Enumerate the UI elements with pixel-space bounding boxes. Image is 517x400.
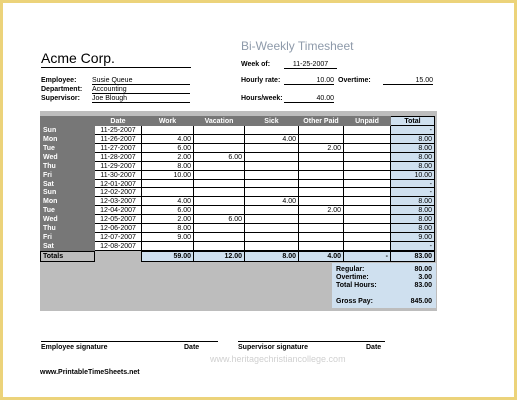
hours-week-label: Hours/week: xyxy=(241,95,283,102)
row-unpaid[interactable] xyxy=(344,188,391,197)
watermark-text: www.heritagechristiancollege.com xyxy=(210,354,346,364)
row-date[interactable]: 11-30-2007 xyxy=(95,171,142,180)
row-work[interactable]: 8.00 xyxy=(142,162,194,171)
table-row xyxy=(41,188,435,197)
summary-total-hours-value: 83.00 xyxy=(414,282,432,289)
row-total: - xyxy=(391,188,435,197)
page-title: Bi-Weekly Timesheet xyxy=(241,39,354,53)
supervisor-field[interactable]: Joe Blough xyxy=(92,95,190,103)
row-date[interactable]: 12-04-2007 xyxy=(95,206,142,215)
row-date[interactable]: 12-07-2007 xyxy=(95,233,142,242)
row-sick[interactable] xyxy=(245,188,299,197)
row-sick[interactable] xyxy=(245,242,299,251)
table-row xyxy=(41,126,435,135)
row-total: 10.00 xyxy=(391,171,435,180)
table-row xyxy=(41,215,435,224)
table-row xyxy=(41,171,435,180)
row-vacation[interactable] xyxy=(194,126,245,135)
row-unpaid[interactable] xyxy=(344,144,391,153)
row-unpaid[interactable] xyxy=(344,242,391,251)
table-row xyxy=(41,162,435,171)
row-sick[interactable]: 4.00 xyxy=(245,135,299,144)
table-row xyxy=(41,206,435,215)
employee-signature-label: Employee signature xyxy=(41,344,108,351)
row-other[interactable] xyxy=(299,197,344,206)
row-unpaid[interactable] xyxy=(344,135,391,144)
employee-signature-line[interactable] xyxy=(41,341,191,351)
row-sick[interactable] xyxy=(245,215,299,224)
row-other[interactable] xyxy=(299,171,344,180)
row-date[interactable]: 12-01-2007 xyxy=(95,180,142,189)
totals-other: 4.00 xyxy=(299,252,344,262)
row-work[interactable]: 9.00 xyxy=(142,233,194,242)
supervisor-date-label: Date xyxy=(366,344,382,351)
row-work[interactable]: 2.00 xyxy=(142,153,194,162)
summary-total-hours-label: Total Hours: xyxy=(336,282,377,289)
summary-total-hours xyxy=(336,282,432,290)
summary-gross-pay xyxy=(336,298,432,306)
row-date[interactable]: 12-06-2007 xyxy=(95,224,142,233)
table-row xyxy=(41,224,435,233)
row-sick[interactable] xyxy=(245,171,299,180)
summary-overtime-value: 3.00 xyxy=(418,274,432,281)
header-day xyxy=(41,117,95,126)
hours-week-field[interactable]: 40.00 xyxy=(284,95,334,103)
week1-table xyxy=(40,116,435,189)
row-vacation[interactable] xyxy=(194,144,245,153)
row-day: Tue xyxy=(41,144,95,153)
row-date[interactable]: 11-26-2007 xyxy=(95,135,142,144)
employee-field[interactable]: Susie Queue xyxy=(92,77,190,85)
row-work[interactable]: 2.00 xyxy=(142,215,194,224)
row-total: 8.00 xyxy=(391,215,435,224)
table-row xyxy=(41,233,435,242)
table-row xyxy=(41,197,435,206)
row-other[interactable]: 2.00 xyxy=(299,206,344,215)
row-unpaid[interactable] xyxy=(344,233,391,242)
row-day: Wed xyxy=(41,153,95,162)
totals-table xyxy=(40,251,435,262)
totals-unpaid: - xyxy=(344,252,391,262)
row-other[interactable] xyxy=(299,242,344,251)
row-total: 8.00 xyxy=(391,135,435,144)
row-total: 8.00 xyxy=(391,206,435,215)
row-other[interactable] xyxy=(299,215,344,224)
row-unpaid[interactable] xyxy=(344,224,391,233)
row-work[interactable]: 6.00 xyxy=(142,206,194,215)
overtime-rate-field[interactable]: 15.00 xyxy=(383,77,433,85)
row-day: Sat xyxy=(41,180,95,189)
row-sick[interactable] xyxy=(245,153,299,162)
row-sick[interactable] xyxy=(245,233,299,242)
row-date[interactable]: 12-03-2007 xyxy=(95,197,142,206)
row-vacation[interactable] xyxy=(194,171,245,180)
row-vacation[interactable] xyxy=(194,224,245,233)
row-total: - xyxy=(391,180,435,189)
totals-total: 83.00 xyxy=(391,252,435,262)
row-unpaid[interactable] xyxy=(344,126,391,135)
row-unpaid[interactable] xyxy=(344,153,391,162)
row-other[interactable] xyxy=(299,126,344,135)
row-vacation[interactable]: 6.00 xyxy=(194,215,245,224)
row-date[interactable]: 11-29-2007 xyxy=(95,162,142,171)
table-row xyxy=(41,144,435,153)
summary-regular-label: Regular: xyxy=(336,266,365,273)
row-sick[interactable] xyxy=(245,224,299,233)
row-day: Mon xyxy=(41,135,95,144)
row-other[interactable] xyxy=(299,162,344,171)
row-date[interactable]: 11-25-2007 xyxy=(95,126,142,135)
header-other-paid: Other Paid xyxy=(299,117,344,126)
row-vacation[interactable] xyxy=(194,206,245,215)
row-total: 8.00 xyxy=(391,153,435,162)
row-vacation[interactable] xyxy=(194,197,245,206)
row-sick[interactable] xyxy=(245,144,299,153)
row-total: 8.00 xyxy=(391,197,435,206)
row-work[interactable]: 4.00 xyxy=(142,197,194,206)
row-other[interactable] xyxy=(299,224,344,233)
row-other[interactable]: 2.00 xyxy=(299,144,344,153)
week2-table xyxy=(40,187,435,251)
employee-date-label: Date xyxy=(184,344,200,351)
row-other[interactable] xyxy=(299,233,344,242)
summary-gross-pay-value: 845.00 xyxy=(410,298,432,305)
table-header-row xyxy=(41,117,435,126)
row-vacation[interactable]: 6.00 xyxy=(194,153,245,162)
row-sick[interactable] xyxy=(245,126,299,135)
row-total: - xyxy=(391,242,435,251)
row-vacation[interactable] xyxy=(194,188,245,197)
row-date[interactable]: 12-05-2007 xyxy=(95,215,142,224)
employee-sign-rule xyxy=(41,341,218,342)
row-unpaid[interactable] xyxy=(344,162,391,171)
header-sick: Sick xyxy=(245,117,299,126)
row-day: Sun xyxy=(41,126,95,135)
row-day: Sun xyxy=(41,188,95,197)
row-total: - xyxy=(391,126,435,135)
row-vacation[interactable] xyxy=(194,242,245,251)
row-sick[interactable]: 4.00 xyxy=(245,197,299,206)
row-day: Fri xyxy=(41,233,95,242)
hourly-rate-field[interactable]: 10.00 xyxy=(284,77,334,85)
row-total: 8.00 xyxy=(391,144,435,153)
row-work[interactable]: 6.00 xyxy=(142,144,194,153)
hourly-rate-label: Hourly rate: xyxy=(241,77,281,84)
header-total: Total xyxy=(391,117,435,126)
table-row xyxy=(41,135,435,144)
totals-label: Totals xyxy=(41,252,95,262)
row-work[interactable] xyxy=(142,126,194,135)
row-total: 8.00 xyxy=(391,224,435,233)
row-sick[interactable] xyxy=(245,206,299,215)
employee-label: Employee: xyxy=(41,77,77,84)
row-day: Tue xyxy=(41,206,95,215)
summary-overtime-label: Overtime: xyxy=(336,274,369,281)
totals-sick: 8.00 xyxy=(245,252,299,262)
pay-summary xyxy=(332,263,436,308)
department-field[interactable]: Accounting xyxy=(92,86,190,94)
header-work: Work xyxy=(142,117,194,126)
summary-overtime xyxy=(336,274,432,282)
row-other[interactable] xyxy=(299,135,344,144)
row-work[interactable]: 8.00 xyxy=(142,224,194,233)
row-sick[interactable] xyxy=(245,162,299,171)
row-date[interactable]: 11-28-2007 xyxy=(95,153,142,162)
row-day: Thu xyxy=(41,162,95,171)
table-row xyxy=(41,153,435,162)
row-date[interactable]: 12-02-2007 xyxy=(95,188,142,197)
department-label: Department: xyxy=(41,86,83,93)
totals-row xyxy=(41,252,435,262)
row-vacation[interactable] xyxy=(194,135,245,144)
row-unpaid[interactable] xyxy=(344,171,391,180)
row-work[interactable] xyxy=(142,188,194,197)
row-work[interactable] xyxy=(142,242,194,251)
footer-link[interactable]: www.PrintableTimeSheets.net xyxy=(40,369,140,376)
totals-work: 59.00 xyxy=(142,252,194,262)
header-unpaid: Unpaid xyxy=(344,117,391,126)
row-vacation[interactable] xyxy=(194,233,245,242)
row-day: Thu xyxy=(41,224,95,233)
row-date[interactable]: 12-08-2007 xyxy=(95,242,142,251)
header-date: Date xyxy=(95,117,142,126)
week-of-label: Week of: xyxy=(241,61,271,68)
week-of-field[interactable]: 11-25-2007 xyxy=(284,61,337,69)
totals-date-blank xyxy=(95,252,142,262)
table-row xyxy=(41,242,435,251)
supervisor-sign-rule xyxy=(238,341,385,342)
supervisor-signature-label[interactable]: Supervisor signature xyxy=(238,344,309,351)
row-unpaid[interactable] xyxy=(344,215,391,224)
row-other[interactable] xyxy=(299,153,344,162)
summary-regular-value: 80.00 xyxy=(414,266,432,273)
summary-regular xyxy=(336,266,432,274)
row-work[interactable]: 10.00 xyxy=(142,171,194,180)
row-total: 9.00 xyxy=(391,233,435,242)
row-day: Wed xyxy=(41,215,95,224)
row-unpaid[interactable] xyxy=(344,197,391,206)
row-date[interactable]: 11-27-2007 xyxy=(95,144,142,153)
overtime-rate-label: Overtime: xyxy=(338,77,371,84)
supervisor-label: Supervisor: xyxy=(41,95,80,102)
totals-vacation: 12.00 xyxy=(194,252,245,262)
row-day: Fri xyxy=(41,171,95,180)
row-day: Mon xyxy=(41,197,95,206)
row-work[interactable]: 4.00 xyxy=(142,135,194,144)
row-unpaid[interactable] xyxy=(344,206,391,215)
row-vacation[interactable] xyxy=(194,162,245,171)
summary-gross-pay-label: Gross Pay: xyxy=(336,298,373,305)
row-total: 8.00 xyxy=(391,162,435,171)
row-day: Sat xyxy=(41,242,95,251)
header-vacation: Vacation xyxy=(194,117,245,126)
row-other[interactable] xyxy=(299,188,344,197)
company-name: Acme Corp. xyxy=(41,50,191,68)
